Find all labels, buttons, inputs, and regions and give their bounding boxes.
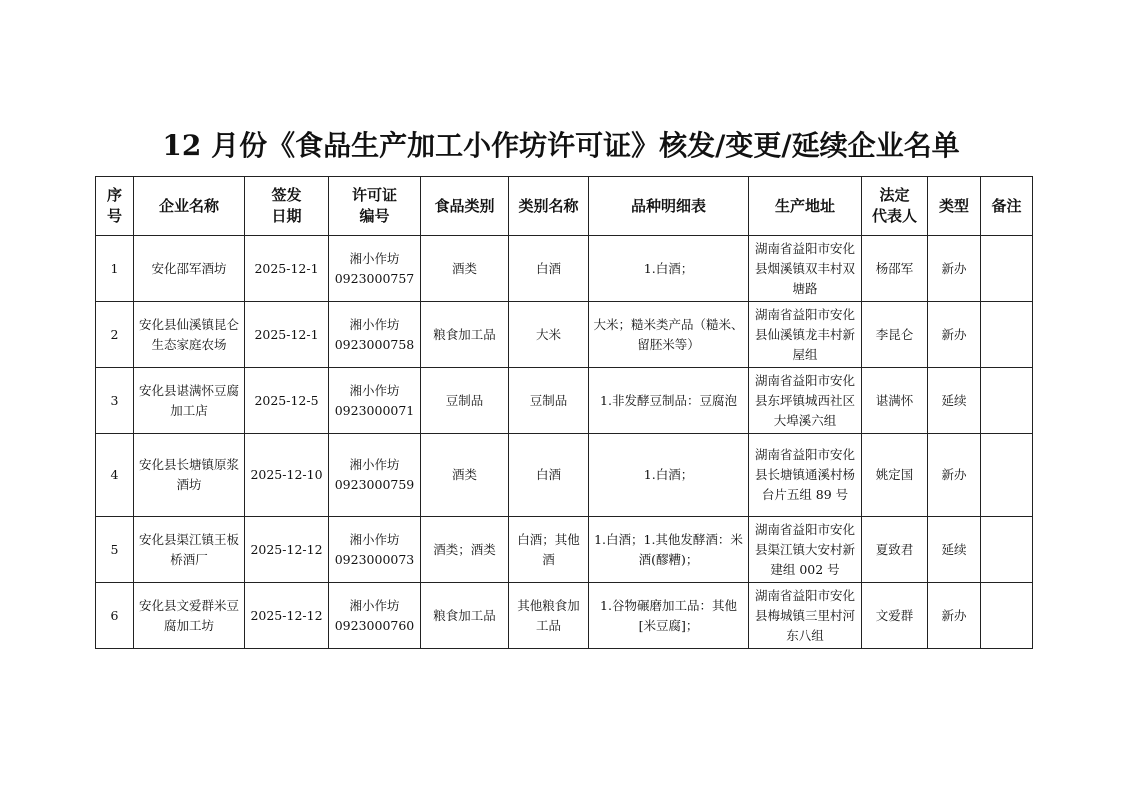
cell-variety: 1.白酒；1.其他发酵酒：米酒(醪糟)； [589, 517, 749, 583]
cell-remarks [981, 236, 1033, 302]
cell-legal-rep: 李昆仑 [862, 302, 928, 368]
cell-food-category: 粮食加工品 [421, 302, 509, 368]
cell-legal-rep: 杨邵军 [862, 236, 928, 302]
table-row [96, 236, 1033, 302]
cell-address: 湖南省益阳市安化县仙溪镇龙丰村新屋组 [749, 302, 862, 368]
cell-address: 湖南省益阳市安化县渠江镇大安村新建组 002 号 [749, 517, 862, 583]
cell-remarks [981, 583, 1033, 649]
header-issue-date: 签发 日期 [245, 177, 329, 236]
header-license-number: 许可证 编号 [329, 177, 421, 236]
cell-seq: 5 [96, 517, 134, 583]
header-company: 企业名称 [134, 177, 245, 236]
cell-type: 新办 [928, 583, 981, 649]
header-type: 类型 [928, 177, 981, 236]
cell-seq: 2 [96, 302, 134, 368]
cell-category-name: 白酒；其他酒 [509, 517, 589, 583]
cell-type: 新办 [928, 302, 981, 368]
cell-variety: 大米；糙米类产品（糙米、留胚米等） [589, 302, 749, 368]
cell-issue-date: 2025-12-5 [245, 368, 329, 434]
cell-license-number: 湘小作坊 0923000073 [329, 517, 421, 583]
table-row [96, 434, 1033, 517]
cell-remarks [981, 368, 1033, 434]
cell-legal-rep: 谌满怀 [862, 368, 928, 434]
table-row [96, 368, 1033, 434]
cell-license-number: 湘小作坊 0923000758 [329, 302, 421, 368]
table-header-row [96, 177, 1033, 236]
cell-type: 新办 [928, 434, 981, 517]
header-food-category: 食品类别 [421, 177, 509, 236]
cell-remarks [981, 517, 1033, 583]
cell-category-name: 白酒 [509, 434, 589, 517]
cell-type: 延续 [928, 368, 981, 434]
cell-seq: 6 [96, 583, 134, 649]
cell-address: 湖南省益阳市安化县长塘镇通溪村杨台片五组 89 号 [749, 434, 862, 517]
cell-food-category: 粮食加工品 [421, 583, 509, 649]
cell-variety: 1.谷物碾磨加工品：其他[米豆腐]； [589, 583, 749, 649]
permit-list-table [95, 176, 1033, 649]
cell-seq: 3 [96, 368, 134, 434]
cell-variety: 1.白酒； [589, 236, 749, 302]
cell-company: 安化县仙溪镇昆仑生态家庭农场 [134, 302, 245, 368]
cell-license-number: 湘小作坊 0923000760 [329, 583, 421, 649]
table-row [96, 302, 1033, 368]
cell-company: 安化县文爱群米豆腐加工坊 [134, 583, 245, 649]
cell-food-category: 酒类 [421, 236, 509, 302]
header-seq: 序 号 [96, 177, 134, 236]
header-legal-rep: 法定 代表人 [862, 177, 928, 236]
cell-food-category: 豆制品 [421, 368, 509, 434]
cell-company: 安化县渠江镇王板桥酒厂 [134, 517, 245, 583]
cell-license-number: 湘小作坊 0923000071 [329, 368, 421, 434]
cell-legal-rep: 文爱群 [862, 583, 928, 649]
cell-seq: 1 [96, 236, 134, 302]
header-variety: 品种明细表 [589, 177, 749, 236]
cell-remarks [981, 302, 1033, 368]
cell-variety: 1.白酒； [589, 434, 749, 517]
cell-category-name: 其他粮食加工品 [509, 583, 589, 649]
table-row [96, 517, 1033, 583]
cell-issue-date: 2025-12-1 [245, 302, 329, 368]
cell-category-name: 白酒 [509, 236, 589, 302]
header-address: 生产地址 [749, 177, 862, 236]
cell-variety: 1.非发酵豆制品：豆腐泡 [589, 368, 749, 434]
cell-issue-date: 2025-12-12 [245, 517, 329, 583]
cell-category-name: 大米 [509, 302, 589, 368]
header-remarks: 备注 [981, 177, 1033, 236]
table-row [96, 583, 1033, 649]
cell-issue-date: 2025-12-1 [245, 236, 329, 302]
cell-type: 新办 [928, 236, 981, 302]
cell-issue-date: 2025-12-10 [245, 434, 329, 517]
cell-company: 安化邵军酒坊 [134, 236, 245, 302]
cell-legal-rep: 姚定国 [862, 434, 928, 517]
cell-company: 安化县谌满怀豆腐加工店 [134, 368, 245, 434]
document-title: 12 月份《食品生产加工小作坊许可证》核发/变更/延续企业名单 [162, 129, 960, 162]
header-category-name: 类别名称 [509, 177, 589, 236]
cell-company: 安化县长塘镇原浆酒坊 [134, 434, 245, 517]
cell-food-category: 酒类；酒类 [421, 517, 509, 583]
cell-legal-rep: 夏致君 [862, 517, 928, 583]
cell-category-name: 豆制品 [509, 368, 589, 434]
cell-address: 湖南省益阳市安化县梅城镇三里村河东八组 [749, 583, 862, 649]
cell-remarks [981, 434, 1033, 517]
cell-license-number: 湘小作坊 0923000757 [329, 236, 421, 302]
cell-food-category: 酒类 [421, 434, 509, 517]
cell-license-number: 湘小作坊 0923000759 [329, 434, 421, 517]
cell-issue-date: 2025-12-12 [245, 583, 329, 649]
cell-address: 湖南省益阳市安化县烟溪镇双丰村双塘路 [749, 236, 862, 302]
cell-address: 湖南省益阳市安化县东坪镇城西社区大埠溪六组 [749, 368, 862, 434]
cell-type: 延续 [928, 517, 981, 583]
cell-seq: 4 [96, 434, 134, 517]
